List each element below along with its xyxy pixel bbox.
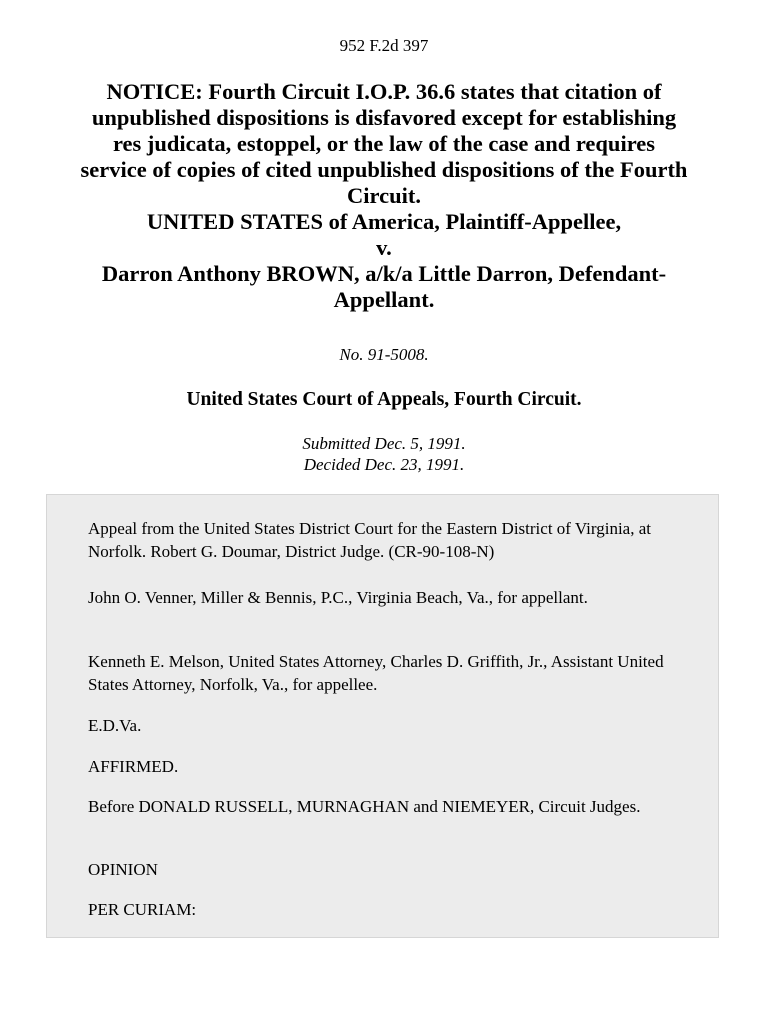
opinion-label: OPINION [88, 860, 158, 879]
notice-line: unpublished dispositions is disfavored except for establishing [91, 105, 677, 130]
notice-line: service of copies of cited unpublished dispositions of the Fourth [80, 157, 688, 182]
district-paragraph: E.D.Va. [88, 716, 142, 735]
notice-line: Circuit. [347, 183, 421, 208]
docket-number: No. 91-5008. [339, 345, 429, 364]
case-citation: 952 F.2d 397 [339, 36, 429, 55]
case-dates [0, 433, 768, 475]
per-curiam-label: PER CURIAM: [88, 900, 197, 919]
case-info-box [46, 494, 719, 938]
plaintiff-line: UNITED STATES of America, Plaintiff-Appellee, [146, 209, 622, 234]
decided-date: Decided Dec. 23, 1991. [303, 455, 465, 474]
court-name: United States Court of Appeals, Fourth Circuit. [186, 389, 582, 410]
case-heading [30, 79, 738, 313]
notice-line: NOTICE: Fourth Circuit I.O.P. 36.6 states that citation of [106, 79, 662, 104]
appellee-counsel-paragraph: Kenneth E. Melson, United States Attorney, Charles D. Griffith, Jr., Assistant United States Attorney, Norfolk, Va., for appellee. [88, 652, 664, 694]
defendant-line: Appellant. [333, 287, 435, 312]
appeal-paragraph: Appeal from the United States District Court for the Eastern District of Virginia, at Norfolk. Robert G. Doumar, District Judge. (CR-90-108-N) [88, 519, 652, 561]
disposition-paragraph: AFFIRMED. [88, 757, 179, 776]
defendant-line: Darron Anthony BROWN, a/k/a Little Darron, Defendant- [101, 261, 667, 286]
versus-line: v. [376, 235, 392, 260]
appellant-counsel-paragraph: John O. Venner, Miller & Bennis, P.C., Virginia Beach, Va., for appellant. [88, 588, 588, 607]
notice-line: res judicata, estoppel, or the law of the case and requires [112, 131, 656, 156]
submitted-date: Submitted Dec. 5, 1991. [302, 434, 466, 453]
judges-paragraph: Before DONALD RUSSELL, MURNAGHAN and NIEMEYER, Circuit Judges. [88, 797, 641, 816]
